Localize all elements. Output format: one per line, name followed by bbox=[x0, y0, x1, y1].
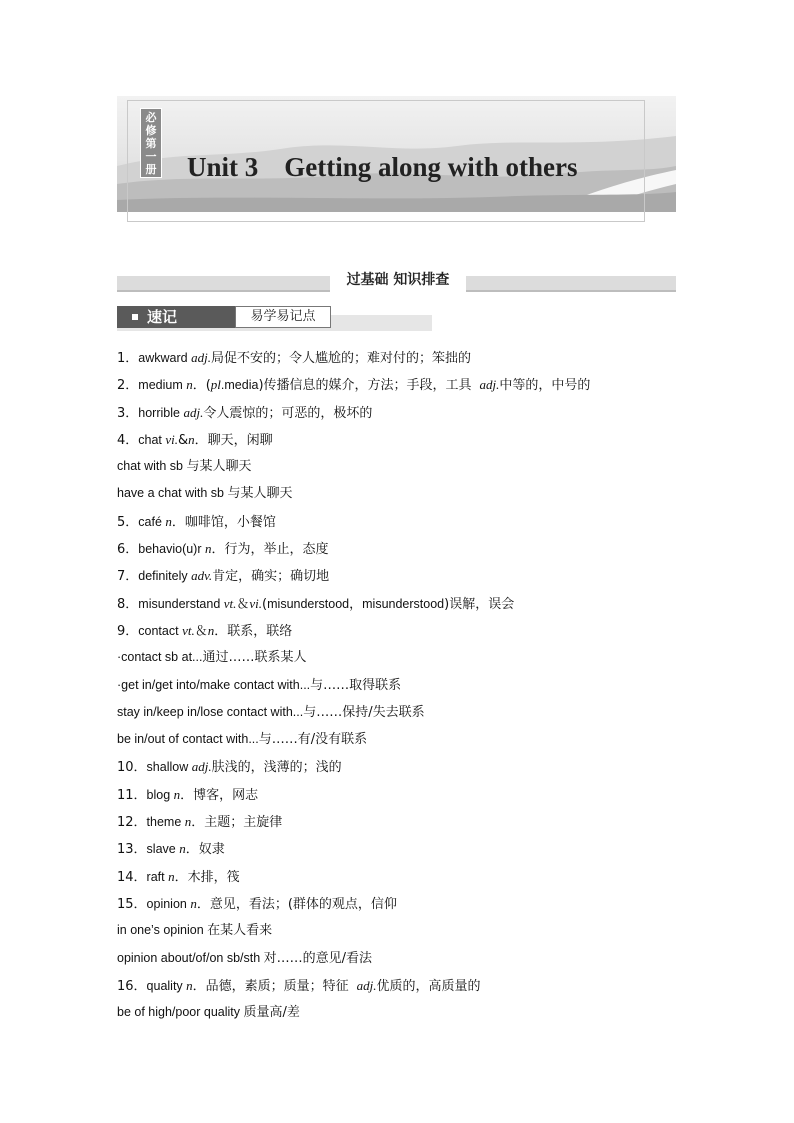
vocab-line bbox=[117, 890, 687, 917]
english-term: quality bbox=[146, 978, 187, 993]
segment: 中等的，中号的 bbox=[499, 378, 591, 394]
entry-number: 12． bbox=[117, 815, 147, 831]
english-term: slave bbox=[146, 842, 180, 857]
segment: ．联系，联络 bbox=[214, 623, 293, 639]
vocab-line bbox=[117, 781, 687, 808]
segment: ．意见，看法；(群体的观点，信仰 bbox=[196, 896, 397, 912]
english-term: behavio(u)r bbox=[138, 542, 205, 557]
segment: 与……保持/失去联系 bbox=[303, 704, 425, 720]
part-of-speech: adj. bbox=[191, 350, 211, 365]
entry-number: 14． bbox=[117, 869, 147, 885]
vocab-line bbox=[117, 508, 687, 535]
segment: )传播信息的媒介，方法；手段，工具 bbox=[258, 378, 472, 394]
part-of-speech: vi. bbox=[249, 595, 263, 611]
segment: ( bbox=[262, 596, 268, 612]
entry-number: 1． bbox=[117, 351, 139, 366]
entry-number: 11． bbox=[117, 787, 147, 803]
english-term: medium bbox=[138, 378, 187, 393]
english-term: awkward bbox=[138, 351, 192, 365]
segment: 肤浅的，浅薄的；浅的 bbox=[211, 760, 342, 776]
english-term: be in/out of contact with... bbox=[117, 732, 259, 747]
section-title: 过基础 知识排查 bbox=[330, 268, 466, 292]
part-of-speech: adj. bbox=[183, 404, 204, 420]
book-tag-char: 一 bbox=[145, 149, 157, 163]
segment: ＆ bbox=[236, 596, 250, 612]
part-of-speech: vi. bbox=[165, 431, 179, 447]
segment: 令人震惊的；可恶的，极坏的 bbox=[203, 405, 373, 421]
segment: ．主题；主旋律 bbox=[191, 815, 283, 831]
part-of-speech: n bbox=[179, 841, 186, 857]
entry-number: 7． bbox=[117, 569, 139, 585]
vocab-line bbox=[117, 399, 687, 426]
vocab-line bbox=[117, 344, 687, 371]
entry-number: 8． bbox=[117, 596, 139, 612]
unit-name: Getting along with others bbox=[284, 152, 578, 182]
english-term: misunderstood bbox=[267, 596, 350, 611]
vocab-line bbox=[117, 999, 687, 1026]
vocab-line bbox=[117, 972, 687, 999]
part-of-speech: n bbox=[190, 895, 197, 911]
vocab-line bbox=[117, 726, 687, 753]
vocab-line bbox=[117, 917, 687, 944]
segment: & bbox=[178, 432, 189, 448]
english-term: misunderstand bbox=[138, 596, 224, 611]
segment: 与……取得联系 bbox=[310, 677, 402, 693]
segment: ．行为，举止，态度 bbox=[211, 542, 329, 558]
book-tag-char: 册 bbox=[145, 162, 157, 176]
part-of-speech: n bbox=[186, 977, 193, 993]
segment: ＆ bbox=[194, 623, 208, 639]
segment: ．博客，网志 bbox=[180, 787, 259, 803]
english-term: raft bbox=[146, 869, 169, 884]
segment: 通过……联系某人 bbox=[202, 650, 307, 666]
vocab-line bbox=[117, 617, 687, 644]
segment: 在某人看来 bbox=[207, 923, 273, 939]
part-of-speech: adv. bbox=[191, 568, 213, 584]
segment: ．品德，素质；质量；特征 bbox=[192, 978, 349, 994]
english-term: opinion about/of/on sb/sth bbox=[117, 950, 264, 965]
segment: 肯定，确实；确切地 bbox=[212, 569, 330, 585]
english-term: shallow bbox=[146, 760, 192, 775]
part-of-speech: adj. bbox=[356, 977, 377, 993]
vocab-line bbox=[117, 699, 687, 726]
segment: )误解，误会 bbox=[444, 596, 515, 612]
english-term: theme bbox=[146, 815, 185, 830]
segment: 质量高/差 bbox=[243, 1005, 300, 1021]
entry-number: 15． bbox=[117, 896, 147, 912]
entry-number: 9． bbox=[117, 623, 139, 639]
segment: ．( bbox=[192, 378, 211, 394]
part-of-speech: n bbox=[186, 377, 193, 393]
segment: 优质的，高质量的 bbox=[376, 978, 481, 994]
english-term: ·contact sb at... bbox=[117, 650, 203, 665]
segment: 与某人聊天 bbox=[186, 459, 252, 475]
segment: ， bbox=[349, 596, 363, 612]
vocab-line bbox=[117, 863, 687, 890]
book-tag-char: 必 bbox=[145, 110, 157, 124]
part-of-speech: n bbox=[188, 431, 195, 447]
entry-number: 13． bbox=[117, 842, 147, 858]
vocab-line bbox=[117, 562, 687, 589]
segment: ．咖啡馆，小餐馆 bbox=[171, 514, 276, 530]
part-of-speech: n bbox=[173, 786, 181, 802]
english-term: opinion bbox=[146, 896, 191, 911]
english-term: ·get in/get into/make contact with... bbox=[117, 677, 311, 692]
vocab-line bbox=[117, 753, 687, 780]
segment: 与……有/没有联系 bbox=[258, 732, 368, 748]
part-of-speech: pl bbox=[210, 377, 221, 393]
english-term: stay in/keep in/lose contact with... bbox=[117, 704, 304, 719]
segment: ．奴隶 bbox=[185, 842, 225, 858]
tab-primary-text: 速记 bbox=[147, 308, 178, 326]
part-of-speech: n bbox=[168, 868, 175, 884]
english-term: blog bbox=[146, 787, 174, 802]
vocab-line bbox=[117, 835, 687, 862]
english-term: contact bbox=[138, 623, 183, 638]
part-of-speech: vt. bbox=[182, 622, 195, 638]
entry-number: 2． bbox=[117, 378, 139, 394]
segment: 对……的意见/看法 bbox=[263, 950, 373, 966]
vocab-line bbox=[117, 672, 687, 699]
vocab-line bbox=[117, 945, 687, 972]
unit-title bbox=[187, 147, 578, 187]
english-term: chat bbox=[138, 432, 166, 447]
segment: 与某人聊天 bbox=[227, 486, 293, 502]
part-of-speech: adj. bbox=[191, 759, 212, 775]
vocab-line bbox=[117, 535, 687, 562]
english-term: chat with sb bbox=[117, 459, 187, 474]
entry-number: 4． bbox=[117, 432, 139, 448]
english-term: be of high/poor quality bbox=[117, 1005, 244, 1020]
english-term: misunderstood bbox=[362, 596, 445, 611]
square-bullet-icon bbox=[132, 314, 138, 320]
part-of-speech: n bbox=[184, 814, 192, 830]
english-term: definitely bbox=[138, 569, 192, 584]
english-term: café bbox=[138, 514, 166, 529]
vocab-line bbox=[117, 590, 687, 617]
part-of-speech: n bbox=[204, 541, 212, 557]
vocabulary-list bbox=[117, 344, 687, 1026]
vocab-line bbox=[117, 453, 687, 480]
english-term: horrible bbox=[138, 405, 184, 420]
book-volume-tag bbox=[140, 108, 162, 178]
tab-secondary-label: 易学易记点 bbox=[235, 306, 331, 328]
entry-number: 10． bbox=[117, 760, 147, 776]
english-term: .media bbox=[220, 378, 259, 393]
tab-primary-label bbox=[117, 306, 235, 328]
book-tag-char: 修 bbox=[145, 123, 157, 137]
part-of-speech: n bbox=[207, 622, 215, 638]
vocab-line bbox=[117, 480, 687, 507]
book-tag-char: 第 bbox=[145, 136, 157, 150]
vocab-line bbox=[117, 426, 687, 453]
vocab-line bbox=[117, 644, 687, 671]
entry-number: 5． bbox=[117, 514, 139, 530]
segment: ．聊天，闲聊 bbox=[194, 432, 273, 448]
english-term: have a chat with sb bbox=[117, 486, 228, 501]
entry-number: 16． bbox=[117, 978, 147, 994]
segment: 局促不安的；令人尴尬的；难对付的；笨拙的 bbox=[210, 351, 471, 366]
vocab-line bbox=[117, 808, 687, 835]
vocab-line bbox=[117, 371, 687, 398]
entry-number: 3． bbox=[117, 405, 139, 421]
part-of-speech: n bbox=[165, 513, 172, 529]
segment: ．木排，筏 bbox=[174, 869, 240, 885]
entry-number: 6． bbox=[117, 542, 139, 558]
english-term: in one’s opinion bbox=[117, 923, 208, 938]
part-of-speech: vt. bbox=[223, 595, 237, 611]
unit-number: Unit 3 bbox=[187, 152, 259, 182]
part-of-speech: adj. bbox=[479, 377, 500, 393]
